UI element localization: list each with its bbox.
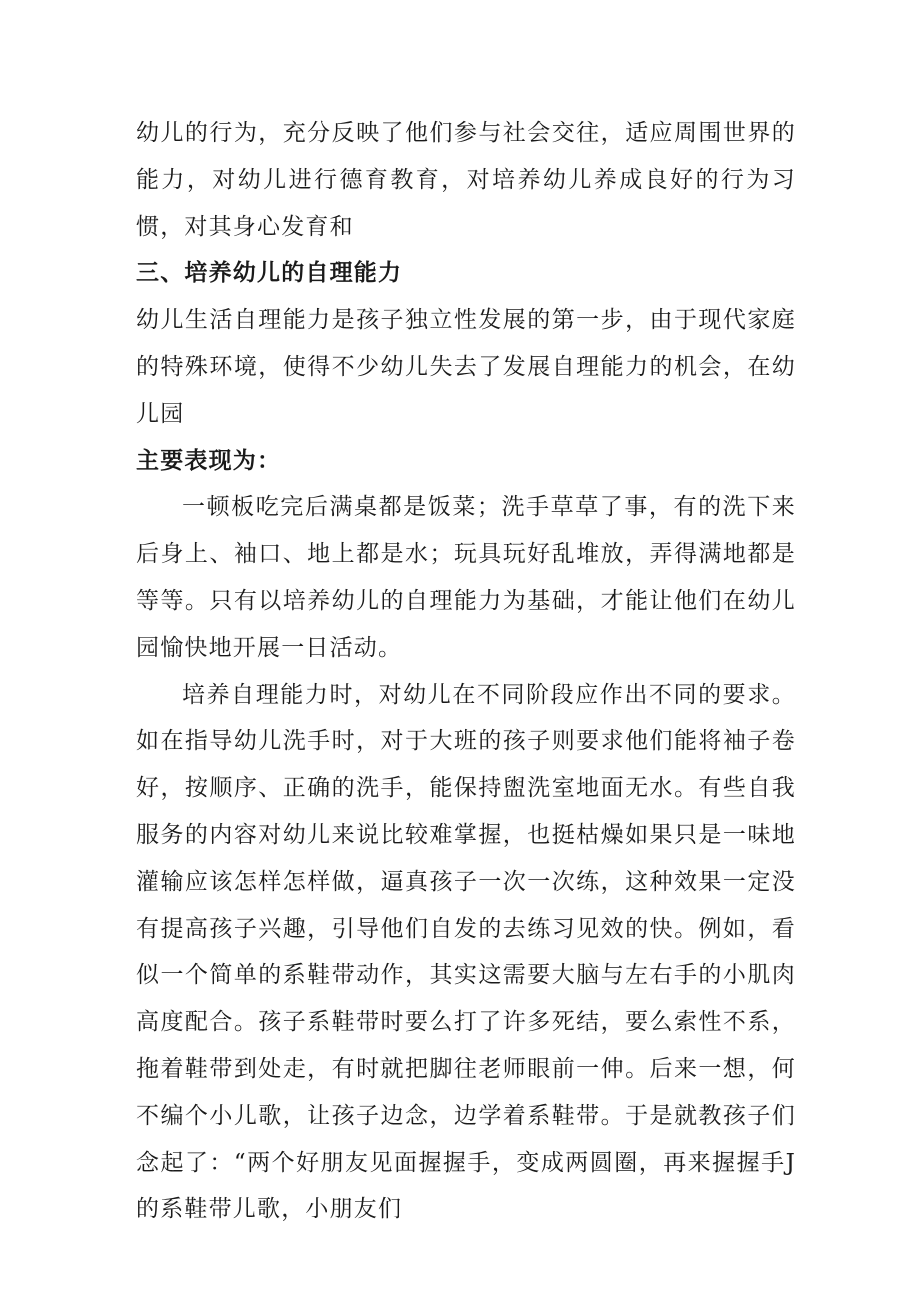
document-page xyxy=(136,110,796,1233)
paragraph-training-methods: 培养自理能力时，对幼儿在不同阶段应作出不同的要求。如在指导幼儿洗手时，对于大班的孩子则要求他们能将袖子卷好，按顺序、正确的洗手，能保持盥洗室地面无水。有些自我服务的内容对幼儿来说比较难掌握，也挺枯燥如果只是一味地灌输应该怎样怎样做，逼真孩子一次一次练，这种效果一定没有提高孩子兴趣，引导他们自发的去练习见效的快。例如，看似一个简单的系鞋带动作，其实这需要大脑与左右手的小肌肉高度配合。孩子系鞋带时要么打了许多死结，要么索性不系，拖着鞋带到处走，有时就把脚往老师眼前一伸。后来一想，何不编个小儿歌，让孩子边念，边学着系鞋带。于是就教孩子们念起了：“两个好朋友见面握握手，变成两圆圈，再来握握手J的系鞋带儿歌，小朋友们 xyxy=(136,681,796,1223)
section-heading-self-care: 三、培养幼儿的自理能力 xyxy=(136,260,403,287)
subheading-main-manifestations: 主要表现为： xyxy=(136,447,282,474)
paragraph-self-care-intro: 幼儿生活自理能力是孩子独立性发展的第一步，由于现代家庭的特殊环境，使得不少幼儿失去了发展自理能力的机会，在幼儿园 xyxy=(136,307,796,427)
paragraph-manifestations: 一顿板吃完后满桌都是饭菜；洗手草草了事，有的洗下来后身上、袖口、地上都是水；玩具玩好乱堆放，弄得满地都是等等。只有以培养幼儿的自理能力为基础，才能让他们在幼儿园愉快地开展一日活动。 xyxy=(136,494,796,661)
paragraph-moral-education: 幼儿的行为，充分反映了他们参与社会交往，适应周围世界的能力，对幼儿进行德育教育，对培养幼儿养成良好的行为习惯，对其身心发育和 xyxy=(136,120,796,240)
